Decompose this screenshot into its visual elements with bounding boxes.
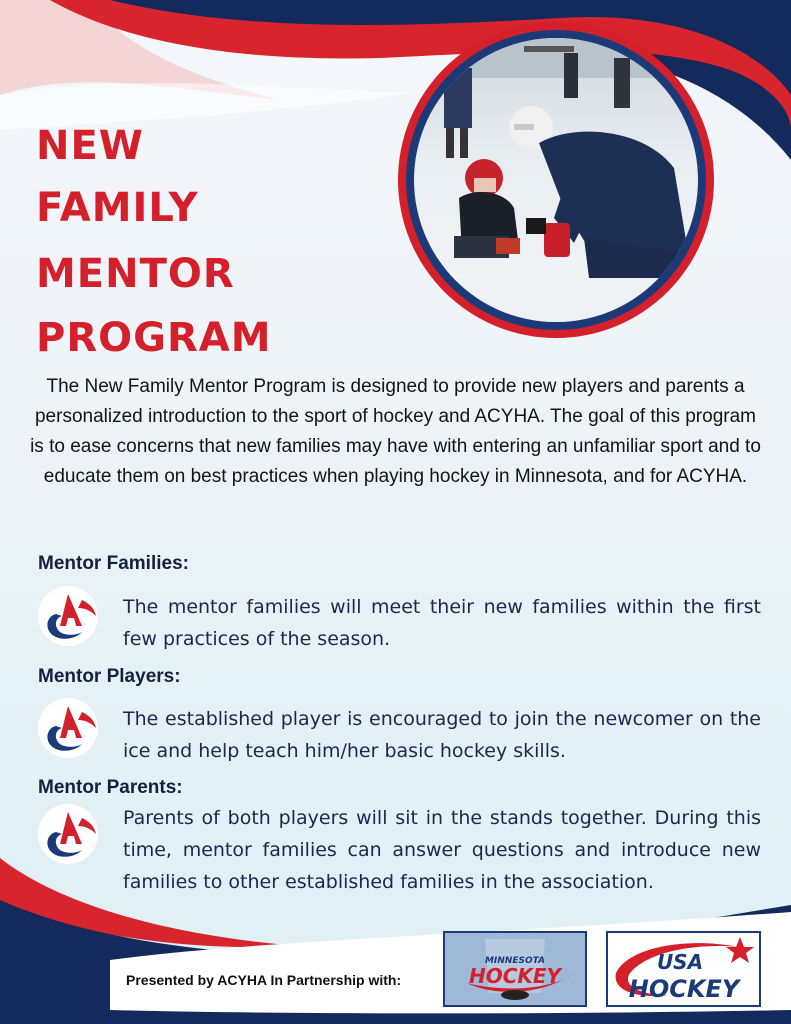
minnesota-logo-top: MINNESOTA xyxy=(484,956,546,966)
text-mentor-parents: Parents of both players will sit in the stands together. During this time, mentor families can answer questions and introduce new families to other established families in the association. xyxy=(123,807,761,893)
acyha-logo-icon xyxy=(38,586,98,646)
usa-hockey-logo xyxy=(606,931,761,1007)
minnesota-hockey-logo xyxy=(443,931,587,1007)
usa-logo-bottom: HOCKEY xyxy=(628,975,740,1003)
heading-mentor-families: Mentor Families: xyxy=(38,553,189,574)
text-mentor-players: The established player is encouraged to join the newcomer on the ice and help teach him/her basic hockey skills. xyxy=(123,708,761,762)
minnesota-logo-bottom: HOCKEY xyxy=(468,964,562,988)
title-line-new: NEW xyxy=(36,123,144,169)
acyha-logo-icon xyxy=(38,698,98,758)
hockey-photo xyxy=(414,38,698,322)
title-line-program: PROGRAM xyxy=(36,315,272,361)
photo-frame xyxy=(398,22,714,338)
text-mentor-families: The mentor families will meet their new families within the first few practices of the season. xyxy=(123,596,761,650)
intro-paragraph: The New Family Mentor Program is designed to provide new players and parents a personalized introduction to the sport of hockey and ACYHA. The goal of this program is to ease concerns that new families may have with entering an unfamiliar sport and to educate them on best practices when playing hockey in Minnesota, and for ACYHA. xyxy=(30,376,761,487)
title-line-family: FAMILY xyxy=(36,185,199,231)
heading-mentor-players: Mentor Players: xyxy=(38,666,181,687)
heading-mentor-parents: Mentor Parents: xyxy=(38,777,183,798)
title-line-mentor: MENTOR xyxy=(36,251,235,297)
usa-logo-top: USA xyxy=(656,950,704,974)
presented-by-text: Presented by ACYHA In Partnership with: xyxy=(126,972,402,988)
acyha-logo-icon xyxy=(38,804,98,864)
